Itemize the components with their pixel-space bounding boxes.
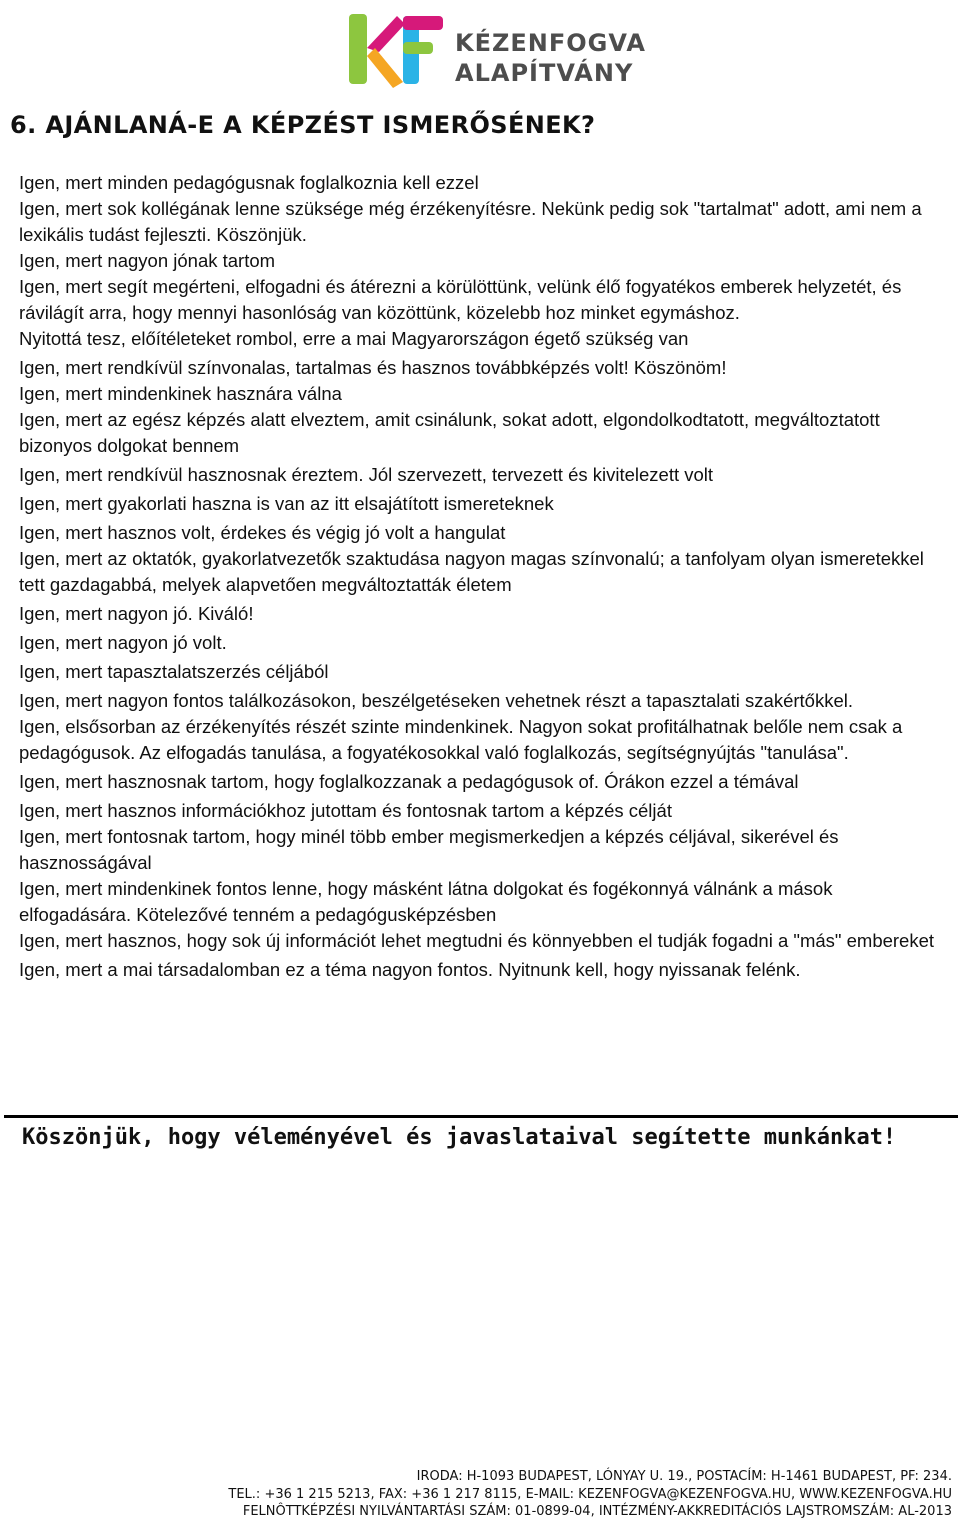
- answer-item: Igen, mert tapasztalatszerzés céljából: [19, 661, 329, 682]
- answer-item: Igen, mert mindenkinek fontos lenne, hogy másként látna dolgokat és fogékonnyá válnánk a mások elfogadására. Kötelezővé tenném a pedagógusképzésben: [19, 878, 833, 925]
- answer-item: Igen, mert gyakorlati haszna is van az itt elsajátított ismereteknek: [19, 493, 554, 514]
- logo-k-stem: [349, 14, 367, 84]
- answer-item: Igen, mert rendkívül hasznosnak éreztem. Jól szervezett, tervezett és kivitelezett volt: [19, 464, 714, 485]
- answer-item: Igen, mert fontosnak tartom, hogy minél több ember megismerkedjen a képzés céljával, sikerével és hasznosságával: [19, 826, 839, 873]
- answer-item: Igen, mert az egész képzés alatt elveztem, amit csinálunk, sokat adott, elgondolkodtatott, megváltoztatott bizonyos dolgokat bennem: [19, 409, 880, 456]
- logo-name-line1: KÉZENFOGVA: [455, 29, 646, 57]
- footer-contact: TEL.: +36 1 215 5213, FAX: +36 1 217 8115, E-MAIL: KEZENFOGVA@KEZENFOGVA.HU, WWW.KEZENFOGVA.HU: [228, 1486, 952, 1502]
- answer-item: Igen, mert hasznos volt, érdekes és végig jó volt a hangulat: [19, 522, 506, 543]
- answer-item: Igen, mert minden pedagógusnak foglalkoznia kell ezzel: [19, 172, 479, 193]
- logo-wordmark: [455, 28, 646, 88]
- answer-item: Igen, elsősorban az érzékenyítés részét szinte mindenkinek. Nagyon sokat profitálhatnak belőle nem csak a pedagógusok. Az elfogadás tanulása, a fogyatékosokkal való foglalkozás, segítségnyújtás "tanulása".: [19, 716, 903, 763]
- answer-item: Igen, mert hasznosnak tartom, hogy foglalkozzanak a pedagógusok of. Órákon ezzel a témával: [19, 771, 799, 792]
- answer-item: Igen, mert nagyon fontos találkozásokon, beszélgetéseken vehetnek részt a tapasztalati szakértőkkel.: [19, 690, 854, 711]
- answer-item: Igen, mert segít megérteni, elfogadni és átérezni a körülöttünk, velünk élő fogyatékos emberek helyzetét, és rávilágít arra, hogy mennyi hasonlóság van közöttünk, közelebb hoz minket egymáshoz.: [19, 276, 902, 323]
- answer-item: Igen, mert nagyon jó volt.: [19, 632, 227, 653]
- logo-k-arm: [367, 16, 405, 52]
- answer-item: Igen, mert hasznos, hogy sok új információt lehet megtudni és könnyebben el tudják fogadni a "más" embereket: [19, 930, 935, 951]
- answer-item: Igen, mert a mai társadalomban ez a téma nagyon fontos. Nyitnunk kell, hogy nyissanak felénk.: [19, 959, 801, 980]
- kezenfogva-logo: [345, 8, 646, 90]
- answer-item: Igen, mert sok kollégának lenne szüksége még érzékenyítésre. Nekünk pedig sok "tartalmat" adott, ami nem a lexikális tudást fejleszti. Köszönjük.: [19, 198, 922, 245]
- kf-monogram-icon: [345, 8, 455, 90]
- answer-item: Igen, mert nagyon jó. Kiváló!: [19, 603, 254, 624]
- answer-item: Igen, mert mindenkinek hasznára válna: [19, 383, 342, 404]
- answer-item: Igen, mert nagyon jónak tartom: [19, 250, 276, 271]
- answer-item: Igen, mert rendkívül színvonalas, tartalmas és hasznos továbbképzés volt! Köszönöm!: [19, 357, 727, 378]
- section-divider: [4, 1115, 958, 1118]
- page-footer: [132, 1468, 952, 1521]
- logo-k-leg: [367, 48, 403, 88]
- answer-item: Igen, mert az oktatók, gyakorlatvezetők szaktudása nagyon magas színvonalú; a tanfolyam olyan ismeretekkel tett gazdagabbá, melyek alapvetően megváltoztatták életem: [19, 548, 924, 595]
- answer-item: Nyitottá tesz, előítéleteket rombol, erre a mai Magyarországon égető szükség van: [19, 328, 689, 349]
- footer-registration: FELNÔTTKÉPZÉSI NYILVÁNTARTÁSI SZÁM: 01-0899-04, INTÉZMÉNY-AKKREDITÁCIÓS LAJSTROMSZÁM: AL-2013: [242, 1504, 952, 1519]
- logo-f-middle: [403, 42, 433, 54]
- section-heading: 6. AJÁNLANÁ-E A KÉPZÉST ISMERŐSÉNEK?: [10, 111, 596, 139]
- answer-item: Igen, mert hasznos információkhoz jutottam és fontosnak tartom a képzés célját: [19, 800, 672, 821]
- closing-thanks: Köszönjük, hogy véleményével és javaslataival segítette munkánkat!: [22, 1125, 897, 1150]
- answer-list: [19, 170, 944, 986]
- logo-f-top: [403, 16, 443, 30]
- logo-name-line2: ALAPÍTVÁNY: [455, 59, 634, 87]
- footer-address: IRODA: H-1093 BUDAPEST, LÓNYAY U. 19., POSTACÍM: H-1461 BUDAPEST, PF: 234.: [416, 1469, 952, 1484]
